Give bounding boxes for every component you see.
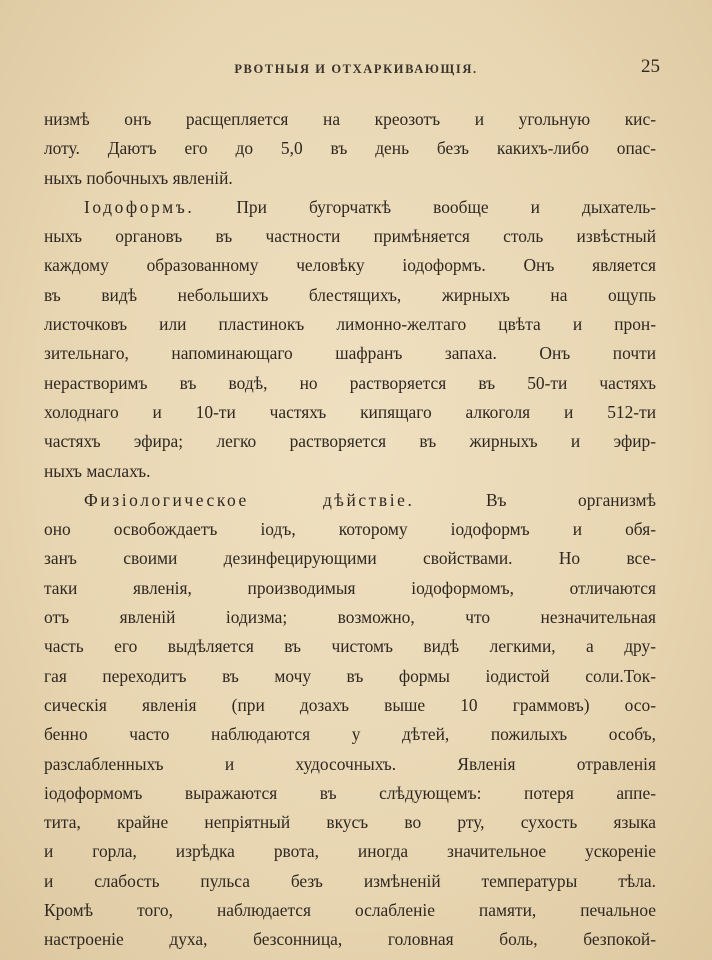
text-line: каждому образованному человѣку іодоформъ. Онъ является [44,255,656,276]
text-line [44,486,656,515]
text-line: гая переходитъ въ мочу въ формы іодистой соли.Ток- [44,665,656,686]
text-line: ныхъ органовъ въ частности примѣняется столь извѣстный [44,226,656,247]
text-line: ныхъ маслахъ. [44,460,151,481]
text-run: Въ организмѣ [485,489,656,510]
paragraph-lead-term: Іодоформъ. [84,196,195,217]
text-line: ныхъ побочныхъ явленій. [44,167,233,188]
text-line: листочковъ или пластинокъ лимонно-желтаго цвѣта и прон- [44,314,656,335]
text-line: тита, крайне непріятный вкусъ во рту, сухость языка [44,812,656,833]
text-line: въ видѣ небольшихъ блестящихъ, жирныхъ на ощупь [44,284,656,305]
paragraph-iodoform [44,193,656,486]
text-line: лоту. Даютъ его до 5,0 въ день безъ какихъ-либо опас- [44,138,656,159]
paragraph-lead-term: Физіологическое дѣйствіе. [84,489,415,510]
paragraph-continuation [44,105,656,193]
text-line: часть его выдѣляется въ чистомъ видѣ легкими, а дру- [44,636,656,657]
body-text [44,105,656,955]
text-line: бенно часто наблюдаются у дѣтей, пожилыхъ особъ, [44,724,656,745]
text-line: іодоформомъ выражаются въ слѣдующемъ: потеря аппе- [44,782,656,803]
text-line: Кромѣ того, наблюдается ослабленіе памяти, печальное [44,900,656,921]
text-line: зительнаго, напоминающаго шафранъ запаха. Онъ почти [44,343,656,364]
text-line: разслабленныхъ и худосочныхъ. Явленія отравленія [44,753,656,774]
text-line: отъ явленій іодизма; возможно, что незначительная [44,607,656,628]
text-run: При бугорчаткѣ вообще и дыхатель- [236,196,656,217]
text-line [44,193,656,222]
text-line: настроеніе духа, безсонница, головная боль, безпокой- [44,929,656,950]
text-line: холоднаго и 10-ти частяхъ кипящаго алкоголя и 512-ти [44,401,656,422]
text-line: занъ своими дезинфецирующими свойствами. Но все- [44,548,656,569]
text-line: низмѣ онъ расщепляется на креозотъ и угольную кис- [44,109,656,129]
running-head [0,56,712,86]
text-line: нерастворимъ въ водѣ, но растворяется въ 50-ти частяхъ [44,372,656,393]
text-line: таки явленія, производимыя іодоформомъ, отличаются [44,577,656,598]
text-line: оно освобождаетъ іодъ, которому іодоформъ и обя- [44,519,656,540]
paragraph-physiological-action [44,486,656,955]
text-line: сическія явленія (при дозахъ выше 10 граммовъ) осо- [44,694,656,715]
text-line: частяхъ эфира; легко растворяется въ жирныхъ и эфир- [44,431,656,452]
page-number: 25 [641,56,660,77]
text-line: и слабость пульса безъ измѣненій температуры тѣла. [44,870,656,891]
text-line: и горла, изрѣдка рвота, иногда значительное ускореніе [44,841,656,862]
running-head-title: РВОТНЫЯ И ОТХАРКИВАЮЩІЯ. [234,62,478,76]
